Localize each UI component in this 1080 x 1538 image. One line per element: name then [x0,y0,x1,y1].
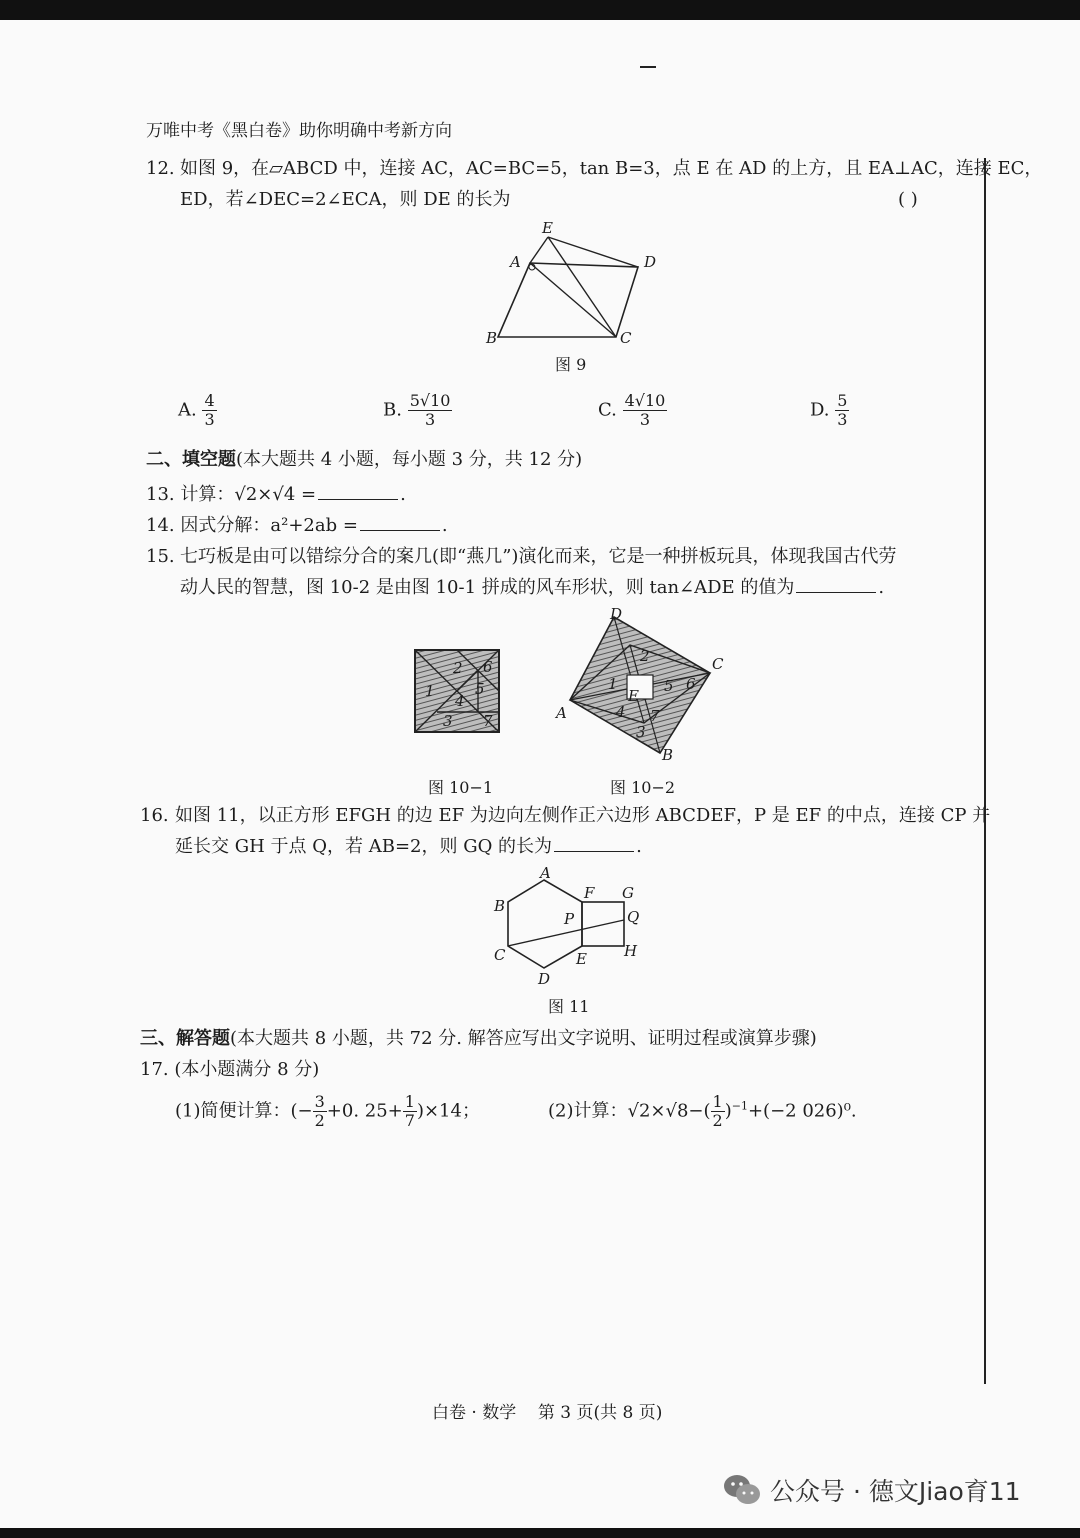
fig9-label-e: E [542,219,553,237]
q17-p1-mid: +0. 25+ [326,1100,403,1122]
bottom-border [0,1528,1080,1538]
choice-a-num: 4 [204,391,215,410]
top-border [0,0,1080,20]
fig10-2-label-e: E [628,687,639,705]
fig11-label-p: P [564,910,575,928]
q13-number: 13. [146,484,175,505]
margin-rule [984,158,986,1384]
q12-line1: 如图 9，在▱ABCD 中，连接 AC，AC=BC=5，tan B=3，点 E 在 AD 的上方，且 EA⊥AC，连接 EC， [180,158,1043,179]
q17-number: 17. [140,1059,169,1080]
q17-score: (本小题满分 8 分) [174,1059,320,1080]
choice-a-letter: A. [178,399,197,421]
section2-note: (本大题共 4 小题，每小题 3 分，共 12 分) [236,449,583,470]
q17-p1-f2-den: 7 [404,1111,415,1130]
fig10-1-piece-4: 4 [455,692,465,710]
fig10-2-label-d: D [610,605,623,623]
series-header: 万唯中考《黑白卷》助你明确中考新方向 [146,121,452,141]
q15-line2: 动人民的智慧，图 10-2 是由图 10-1 拼成的风车形状，则 tan∠ADE 的值为 [180,577,795,598]
choice-d-letter: D. [810,399,830,421]
choice-a [178,392,217,429]
choice-b-letter: B. [383,399,402,421]
fig10-2-piece-5: 5 [664,677,674,695]
q16-end: . [636,836,642,857]
section3-title: 三、解答题 [140,1028,230,1049]
choice-d [810,392,849,429]
fig10-1-caption: 图 10−1 [428,778,494,797]
q14-end: . [441,515,448,536]
figure-11 [488,866,648,991]
q17-p1-f1-num: 3 [314,1092,325,1111]
q16-line2-wrap [175,834,642,860]
choice-c-letter: C. [598,399,617,421]
choice-b-num: 5√10 [409,391,451,410]
fig9-label-b: B [486,329,498,347]
q17-p2-suffix: +(−2 026)⁰. [747,1100,857,1122]
q15-answer-blank[interactable] [796,576,876,593]
q13-text: 计算：√2×√4 = [180,484,317,505]
choice-b [383,392,452,429]
section2-title: 二、填空题 [146,449,236,470]
q16-line1: 如图 11，以正方形 EFGH 的边 EF 为边向左侧作正六边形 ABCDEF，P 是 EF 的中点，连接 CP 并 [175,805,991,826]
q17-p1-suffix: )×14； [416,1100,480,1122]
fig10-2-piece-7: 7 [650,707,660,725]
q14-number: 14. [146,515,175,536]
fig10-2-label-b: B [662,746,674,764]
fig10-2-label-a: A [556,704,567,722]
q17-p1-f2-num: 1 [404,1092,415,1111]
page-footer: 白卷 · 数学 第 3 页(共 8 页) [432,1403,663,1423]
fig9-caption: 图 9 [555,355,587,374]
q13 [146,482,406,508]
fig9-label-c: C [620,329,632,347]
fig10-2-label-c: C [712,655,724,673]
q15-number: 15. [146,546,175,567]
q17-header [140,1057,319,1083]
q12-number: 12. [146,158,175,179]
q14 [146,513,448,539]
figure-10-1 [413,648,501,734]
wechat-icon [722,1473,762,1507]
fig10-2-piece-3: 3 [636,723,646,741]
q17-part2: (2)计算：√2×√8−( $\frac{1}{2}$ )$^{-1}$+(−2 026)⁰. [548,1092,857,1130]
choice-d-den: 3 [837,410,848,429]
fig10-2-piece-4: 4 [616,703,626,721]
figure-9 [470,215,690,350]
fig10-2-piece-2: 2 [640,647,650,665]
q17-p1-f1-den: 2 [314,1111,325,1130]
q13-end: . [400,484,406,505]
figure-10-2 [552,605,732,765]
q17-p2-exponent: −1 [731,1099,748,1113]
fig10-1-piece-2: 2 [453,659,463,677]
fig10-1-piece-1: 1 [425,682,435,700]
choice-c-den: 3 [639,410,651,429]
fig11-label-e: E [576,950,587,968]
q15-line2-wrap [180,575,884,601]
choice-b-den: 3 [424,410,436,429]
section2-heading [146,447,582,473]
watermark-text: 公众号 · 德文Jiao育11 [770,1477,1021,1506]
fig11-label-g: G [622,884,634,902]
q12-line2: ED，若∠DEC=2∠ECA，则 DE 的长为 [180,189,511,210]
fig11-label-f: F [584,884,595,902]
fig10-1-piece-6: 6 [483,658,493,676]
q17-p2-f-den: 2 [712,1111,723,1130]
fig11-label-c: C [494,946,506,964]
section3-note: (本大题共 8 小题，共 72 分. 解答应写出文字说明、证明过程或演算步骤) [230,1028,817,1049]
fig10-2-piece-1: 1 [608,675,618,693]
fig10-2-caption: 图 10−2 [610,778,676,797]
q17-part1 [175,1093,480,1130]
fig11-label-a: A [540,866,551,882]
fig11-caption: 图 11 [548,997,590,1016]
fig11-label-d: D [538,970,551,988]
choice-a-den: 3 [204,410,215,429]
q15-end: . [878,577,885,598]
q12-answer-paren: ( ) [898,189,918,210]
choice-c [598,392,667,429]
q17-p2-f-num: 1 [712,1092,723,1111]
fig11-label-h: H [624,942,638,960]
fig11-label-b: B [494,897,506,915]
choice-c-num: 4√10 [624,391,666,410]
q17-p1-prefix: (1)简便计算：(− [175,1100,313,1122]
choice-d-num: 5 [837,391,848,410]
fig9-label-a: A [510,253,521,271]
q13-answer-blank[interactable] [318,483,398,500]
q17-p2-prefix: (2)计算：√2×√8−( [548,1100,711,1122]
fig10-1-piece-3: 3 [443,712,453,730]
fig10-1-piece-5: 5 [475,680,485,698]
fig9-label-d: D [644,253,657,271]
fig10-1-piece-7: 7 [483,712,493,730]
fig10-2-piece-6: 6 [686,675,696,693]
wechat-watermark [722,1472,1021,1508]
section3-heading [140,1026,817,1052]
q14-answer-blank[interactable] [360,514,440,531]
q16-number: 16. [140,805,169,826]
q16-answer-blank[interactable] [554,835,634,852]
q16-line2: 延长交 GH 于点 Q，若 AB=2，则 GQ 的长为 [175,836,553,857]
fig11-label-q: Q [627,908,640,926]
scan-mark [640,66,656,68]
q15-line1: 七巧板是由可以错综分合的案几(即“燕几”)演化而来，它是一种拼板玩具，体现我国古代劳 [180,546,897,567]
q14-text: 因式分解：a²+2ab = [180,515,358,536]
